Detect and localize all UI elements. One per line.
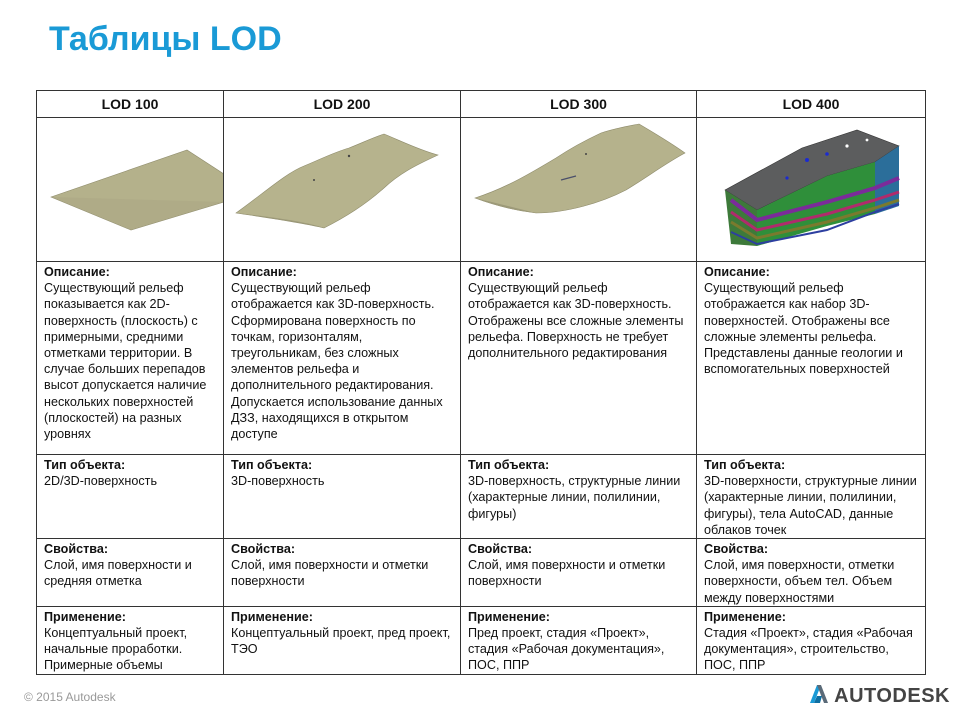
section-title: Описание: xyxy=(231,265,297,279)
section-title: Применение: xyxy=(468,609,550,624)
lod-200-object-type xyxy=(224,455,461,539)
lod-400-application xyxy=(697,606,926,674)
lod-400-description xyxy=(697,262,926,455)
lod-300-object-type xyxy=(461,455,697,539)
description-row xyxy=(37,262,926,455)
cell-text: Слой, имя поверхности, отметки поверхности, объем тел. Объем между поверхностями xyxy=(704,558,895,605)
object-type-row xyxy=(37,455,926,539)
lod-400-image xyxy=(697,118,926,262)
lod-100-object-type xyxy=(37,455,224,539)
cell-text: 3D-поверхность, структурные линии (характерные линии, полилинии, фигуры) xyxy=(468,474,681,521)
footer-copyright: © 2015 Autodesk xyxy=(24,690,116,704)
cell-text: Существующий рельеф отображается как 3D-поверхность. Сформирована поверхность по точкам, горизонталям, треугольникам, без сложных элементов рельефа и дополнительного редактирования. Допускается использование данных ДЗЗ, находящихся в открытом доступе xyxy=(231,281,443,442)
section-title: Тип объекта: xyxy=(468,458,550,472)
cell-text: Существующий рельеф отображается как 3D-поверхность. Отображены все сложные элементы рельефа. Поверхность не требует дополнительного редактирования xyxy=(468,281,684,361)
section-title: Тип объекта: xyxy=(44,458,126,472)
section-title: Описание: xyxy=(704,265,770,279)
cell-text: Пред проект, стадия «Проект», стадия «Рабочая документация», ПОС, ППР xyxy=(468,626,665,673)
cell-text: Стадия «Проект», стадия «Рабочая документация», строительство, ПОС, ППР xyxy=(704,626,913,673)
lod-100-properties xyxy=(37,539,224,607)
cell-text: 3D-поверхность xyxy=(231,474,325,489)
lod-200-image xyxy=(224,118,461,262)
autodesk-logo xyxy=(808,683,950,710)
lod-300-properties xyxy=(461,539,697,607)
lod-400-object-type xyxy=(697,455,926,539)
image-row xyxy=(37,118,926,262)
header-lod-200: LOD 200 xyxy=(224,91,461,118)
cell-text: Слой, имя поверхности и средняя отметка xyxy=(44,558,192,589)
section-title: Тип объекта: xyxy=(231,458,313,472)
lod-200-properties xyxy=(224,539,461,607)
header-row xyxy=(37,91,926,118)
cell-text: 2D/3D-поверхность xyxy=(44,474,158,489)
cell-text: Концептуальный проект, пред проект, ТЭО xyxy=(231,626,451,657)
section-title: Применение: xyxy=(704,609,786,624)
cell-text: Концептуальный проект, начальные проработки. Примерные объемы xyxy=(44,626,188,673)
slide-title: Таблицы LOD xyxy=(49,20,282,58)
lod-300-image xyxy=(461,118,697,262)
cell-text: 3D-поверхности, структурные линии (характерные линии, полилинии, фигуры), тела AutoCAD, данные облаков точек xyxy=(704,474,917,537)
lod-200-application xyxy=(224,606,461,674)
section-title: Свойства: xyxy=(231,542,296,557)
lod-100-image xyxy=(37,118,224,262)
lod-200-description xyxy=(224,262,461,455)
lod-300-description xyxy=(461,262,697,455)
header-lod-400: LOD 400 xyxy=(697,91,926,118)
cell-text: Существующий рельеф показывается как 2D-поверхность (плоскость) с примерными, средними отметками территории. В случае больших перепадов высот допускается наличие нескольких поверхностей (плоскостей) на разных уровнях xyxy=(44,281,207,442)
section-title: Свойства: xyxy=(704,542,769,557)
header-lod-300: LOD 300 xyxy=(461,91,697,118)
lod-100-description xyxy=(37,262,224,455)
lod-300-application xyxy=(461,606,697,674)
cell-text: Слой, имя поверхности и отметки поверхности xyxy=(468,558,666,589)
section-title: Описание: xyxy=(468,265,534,279)
section-title: Описание: xyxy=(44,265,110,279)
cell-text: Слой, имя поверхности и отметки поверхности xyxy=(231,558,429,589)
section-title: Применение: xyxy=(231,609,313,624)
header-lod-100: LOD 100 xyxy=(37,91,224,118)
section-title: Свойства: xyxy=(468,542,533,557)
autodesk-a-icon xyxy=(808,683,830,710)
lod-400-properties xyxy=(697,539,926,607)
cell-text: Существующий рельеф отображается как набор 3D-поверхностей. Отображены все сложные элементы рельефа. Представлены данные геологии и вспомогательных поверхностей xyxy=(704,281,903,377)
application-row xyxy=(37,606,926,674)
brand-name: AUTODESK xyxy=(834,685,950,707)
section-title: Применение: xyxy=(44,609,126,624)
section-title: Свойства: xyxy=(44,542,109,557)
section-title: Тип объекта: xyxy=(704,458,786,472)
properties-row xyxy=(37,539,926,607)
lod-table xyxy=(36,90,926,675)
lod-100-application xyxy=(37,606,224,674)
